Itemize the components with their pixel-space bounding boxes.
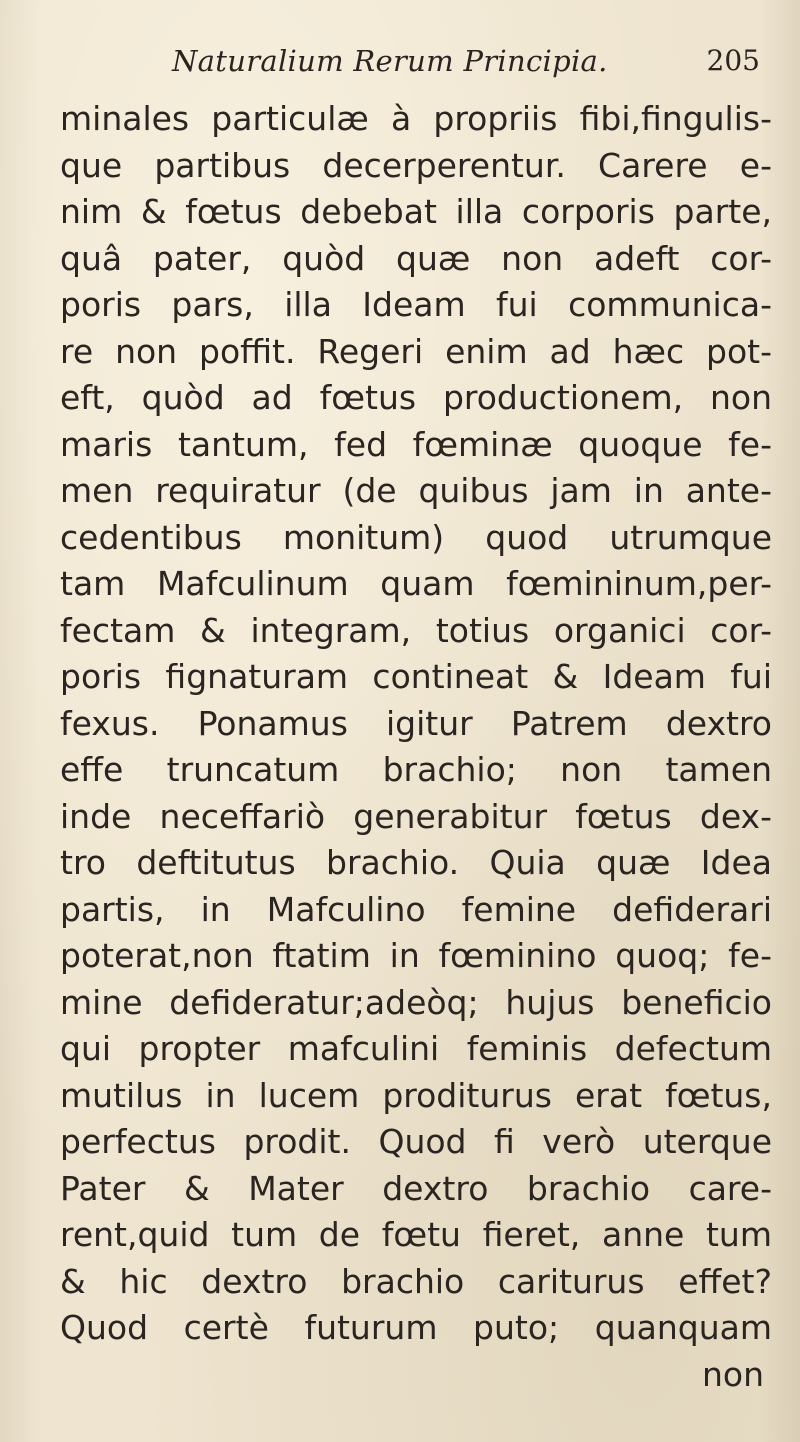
running-head bbox=[60, 44, 760, 84]
text-line: effe truncatum brachio; non tamen bbox=[60, 750, 772, 789]
text-line: poris fignaturam contineat & Ideam fui bbox=[60, 657, 772, 696]
text-line: perfectus prodit. Quod fi verò uterque bbox=[60, 1122, 772, 1161]
text-line: poterat,non ftatim in fœminino quoq; fe- bbox=[60, 936, 772, 975]
text-line: Pater & Mater dextro brachio care- bbox=[60, 1168, 772, 1208]
text-line: qui propter mafculini feminis defectum bbox=[60, 1029, 772, 1068]
text-line: mutilus in lucem proditurus erat fœtus, bbox=[60, 1075, 772, 1115]
text-line: inde neceffariò generabitur fœtus dex- bbox=[60, 796, 772, 836]
text-line: que partibus decerperentur. Carere e- bbox=[60, 145, 772, 185]
text-line: & hic dextro brachio cariturus effet? bbox=[60, 1261, 772, 1301]
text-line: Quod certè futurum puto; quanquam bbox=[60, 1308, 772, 1347]
text-line: tam Mafculinum quam fœmininum,per- bbox=[60, 564, 772, 603]
text-line: minales particulæ à propriis fibi,fingulis- bbox=[60, 99, 772, 138]
text-line: nim & fœtus debebat illa corporis parte, bbox=[60, 192, 772, 231]
text-line: re non poffit. Regeri enim ad hæc pot- bbox=[60, 331, 772, 371]
text-line: cedentibus monitum) quod utrumque bbox=[60, 517, 772, 557]
text-line: maris tantum, fed fœminæ quoque fe- bbox=[60, 424, 772, 464]
text-line: fexus. Ponamus igitur Patrem dextro bbox=[60, 703, 772, 743]
text-line: tro deftitutus brachio. Quia quæ Idea bbox=[60, 843, 772, 882]
page-number: 205 bbox=[706, 44, 760, 77]
text-line: eft, quòd ad fœtus productionem, non bbox=[60, 378, 772, 417]
running-title: Naturalium Rerum Principia. bbox=[172, 44, 608, 78]
text-line: mine defideratur;adeòq; hujus beneficio bbox=[60, 982, 772, 1022]
text-line: poris pars, illa Ideam fui communica- bbox=[60, 285, 772, 324]
catchword: non bbox=[701, 1354, 764, 1394]
text-line: quâ pater, quòd quæ non adeft cor- bbox=[60, 238, 772, 278]
body-text bbox=[60, 96, 772, 1398]
text-line: rent,quid tum de fœtu fieret, anne tum bbox=[60, 1215, 772, 1254]
text-line: fectam & integram, totius organici cor- bbox=[60, 610, 772, 650]
text-line: partis, in Mafculino femine defiderari bbox=[60, 889, 772, 929]
text-line: men requiratur (de quibus jam in ante- bbox=[60, 471, 772, 510]
